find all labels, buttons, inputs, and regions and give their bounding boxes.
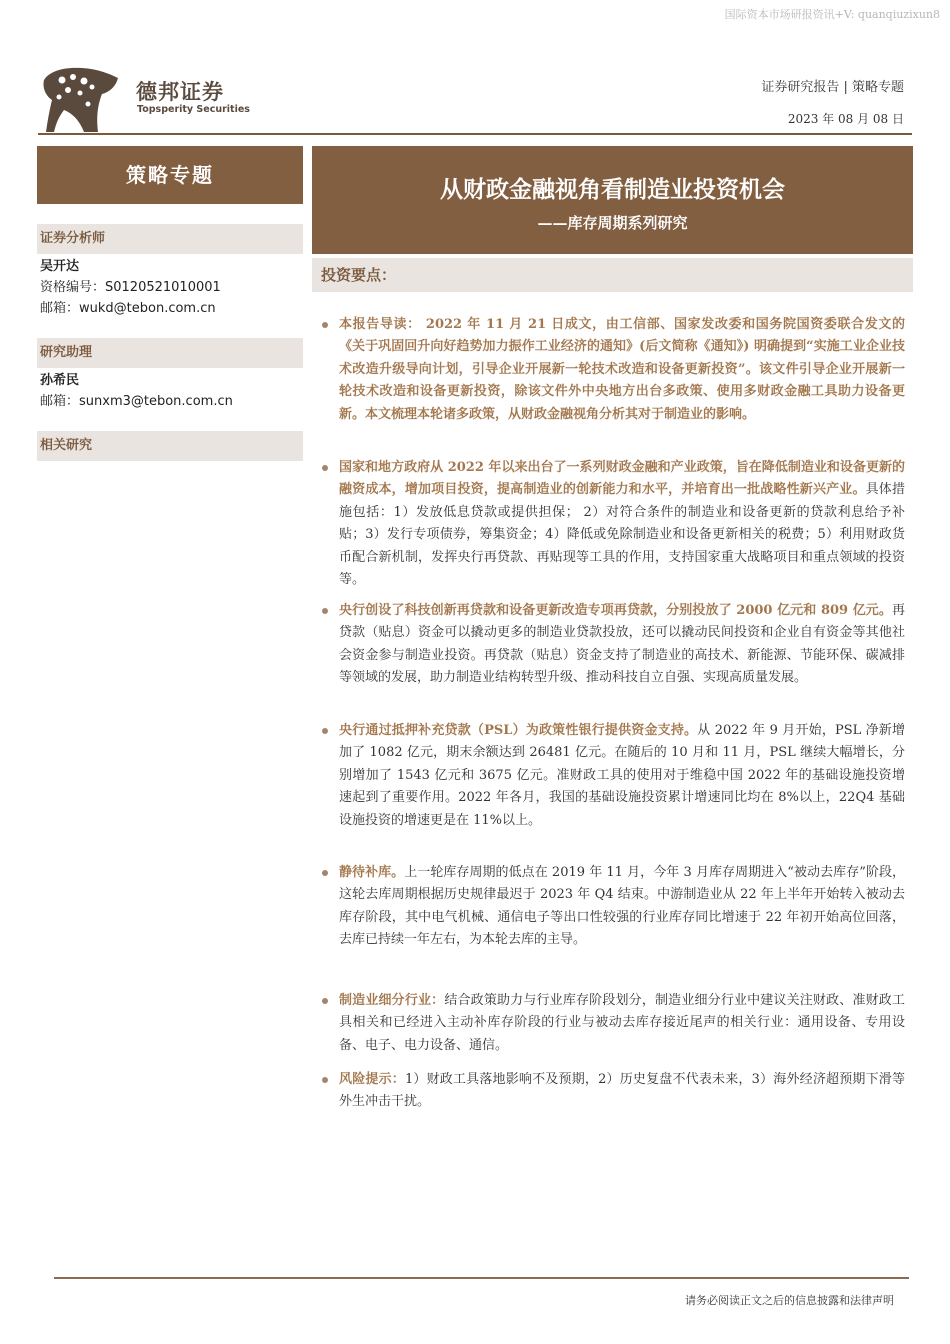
- brand-logo: [40, 64, 250, 134]
- header-divider: [38, 133, 912, 135]
- report-title: 从财政金融视角看制造业投资机会: [440, 176, 785, 203]
- key-point-item: [339, 720, 905, 832]
- report-date: 2023 年 08 月 08 日: [787, 112, 904, 126]
- analyst-label: 证券分析师: [37, 224, 303, 254]
- key-point-body: 1）财政工具落地影响不及预期，2）历史复盘不代表未来，3）海外经济超预期下滑等外生冲击干扰。: [339, 1072, 905, 1110]
- key-point-highlight: 国家和地方政府从 2022 年以来出台了一系列财政金融和产业政策，旨在降低制造业和设备更新的融资成本，增加项目投资，提高制造业的创新能力和水平，并培育出一批战略性新兴产业。: [339, 460, 905, 498]
- assistant-email: 邮箱：sunxm3@tebon.com.cn: [40, 394, 233, 409]
- key-point-highlight: 本报告导读： 2022 年 11 月 21 日成文，由工信部、国家发改委和国务院国资委联合发文的《关于巩固回升向好趋势加力振作工业经济的通知》(后文简称《通知》) 明确提到“实施工业企业技术改造升级导向计划，引导企业开展新一轮技术改造和设备更新投资”。该文件引导企业开展新一轮技术改造和设备更新投资，除该文件外中央地方出台多政策、使用多财政金融工具助力设备更新。本文梳理本轮诸多政策，从财政金融视角分析其对于制造业的影响。: [339, 317, 905, 422]
- key-point-body: 上一轮库存周期的低点在 2019 年 11 月，今年 3 月库存周期进入“被动去库存”阶段，这轮去库周期根据历史规律最迟于 2023 年 Q4 结束。中游制造业从 22 年上半年开始转入被动去库存阶段，其中电气机械、通信电子等出口性较强的行业库存同比增速于 22 年初开始高位回落，去库已持续一年左右，为本轮去库的主导。: [339, 865, 905, 948]
- key-point-item: [339, 990, 905, 1057]
- key-point-item: [339, 314, 905, 426]
- key-point-highlight: 静待补库。: [339, 865, 405, 880]
- assistant-info: [40, 370, 233, 412]
- watermark: 国际资本市场研报资讯+V: quanqiuzixun8: [724, 8, 940, 21]
- footer-disclaimer: 请务必阅读正文之后的信息披露和法律声明: [685, 1294, 894, 1307]
- analyst-email: 邮箱：wukd@tebon.com.cn: [40, 301, 216, 316]
- assistant-name: 孙希民: [40, 373, 80, 388]
- key-point-highlight: 制造业细分行业：: [339, 993, 445, 1008]
- key-point-item: [339, 862, 905, 952]
- key-point-item: [339, 457, 905, 591]
- key-point-highlight: 央行创设了科技创新再贷款和设备更新改造专项再贷款，分别投放了 2000 亿元和 809 亿元。: [339, 603, 892, 618]
- key-point-body: 结合政策助力与行业库存阶段划分，制造业细分行业中建议关注财政、准财政工具相关和已经进入主动补库存阶段的行业与被动去库存接近尾声的相关行业：通用设备、专用设备、电子、电力设备、通信。: [339, 993, 905, 1053]
- brand-name-cn: 德邦证券: [136, 80, 224, 104]
- key-point-body: 具体措施包括：1）发放低息贷款或提供担保； 2）对符合条件的制造业和设备更新的贷款利息给予补贴；3）发行专项债券，筹集资金；4）降低或免除制造业和设备更新相关的税费；5）利用财政货币配合新机制，发挥央行再贷款、再贴现等工具的作用，支持国家重大战略项目和重点领域的投资等。: [339, 482, 905, 588]
- key-point-item: [339, 1069, 905, 1114]
- report-type: 证券研究报告 | 策略专题: [761, 80, 904, 95]
- analyst-info: [40, 256, 221, 319]
- brand-name-en: Topsperity Securities: [137, 104, 250, 115]
- leopard-logo-icon: [40, 64, 122, 134]
- key-point-body: 从 2022 年 9 月开始，PSL 净新增加了 1082 亿元，期末余额达到 26481 亿元。在随后的 10 月和 11 月，PSL 继续大幅增长，分别增加了 1543 亿元和 3675 亿元。准财政工具的使用对于维稳中国 2022 年的基础设施投资增速起到了重要作用。2022 年各月，我国的基础设施投资累计增速同比均在 8%以上，22Q4 基础设施投资的增速更是在 11%以上。: [339, 723, 905, 828]
- related-research-label: 相关研究: [37, 431, 303, 461]
- key-point-highlight: 风险提示：: [339, 1072, 405, 1087]
- key-point-item: [339, 600, 905, 690]
- report-subtitle: ——库存周期系列研究: [537, 214, 688, 232]
- assistant-label: 研究助理: [37, 338, 303, 368]
- sidebar-banner: 策略专题: [37, 146, 303, 204]
- key-point-highlight: 央行通过抵押补充贷款（PSL）为政策性银行提供资金支持。: [339, 723, 698, 738]
- analyst-cert: 资格编号：S0120521010001: [40, 280, 221, 295]
- key-points-label: 投资要点：: [312, 258, 913, 292]
- title-banner: [312, 146, 913, 254]
- key-point-body: 再贷款（贴息）资金可以撬动更多的制造业贷款投放，还可以撬动民间投资和企业自有资金等其他社会资金参与制造业投资。再贷款（贴息）资金支持了制造业的高技术、新能源、节能环保、碳减排等领域的发展，助力制造业结构转型升级、推动科技自立自强、实现高质量发展。: [339, 603, 905, 686]
- footer-divider: [54, 1277, 909, 1279]
- analyst-name: 吴开达: [40, 259, 80, 274]
